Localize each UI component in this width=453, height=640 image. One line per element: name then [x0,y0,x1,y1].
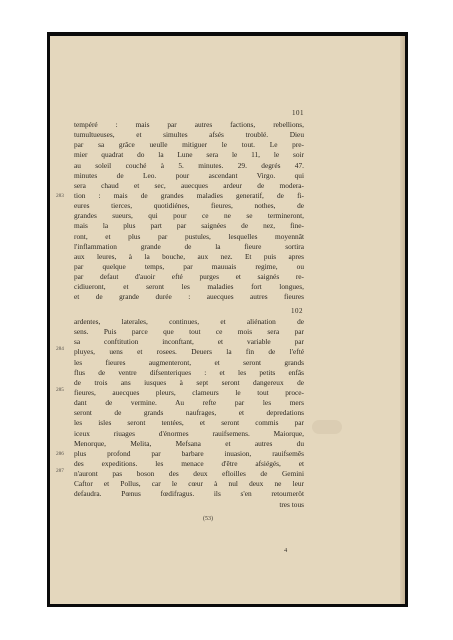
text-line: sa conftitution inconftant, et variable par [74,337,304,347]
signature-mark: 4 [284,547,288,554]
page-number-102: 102 [291,307,303,315]
page-edge [400,36,405,604]
paper-stain [312,420,342,434]
text-line: tempéré : mais par autres factions, rebellions, [74,120,304,129]
text-line: au soleil couché à 5. minutes. 29. degrés 47. [74,160,304,170]
text-line: tumultueuses, et simultes afsés troublé. Dieu [74,130,304,140]
text-line: Caftor et Pollus, car le cœur à nul deux ne leur [74,479,304,489]
footer-folio: (53) [203,516,213,522]
page-number-101: 101 [292,109,304,117]
text-line: pluyes, uens et rosees. Deuers la fin de l'efté [74,347,304,357]
text-line: cidiueront, et seront les maladies fort longues, [74,282,304,292]
text-line: sera chaud et sec, auecques ardeur de modera- [74,180,304,190]
text-line: iceux riuages d'énormes rauifsemens. Maiorque, [74,428,304,438]
text-line: par sa grâce ueulle mitiguer le tout. Le pre- [74,140,304,150]
text-line: fieures, auecques pleurs, clameurs le tout proce- [74,387,304,397]
margin-number: 285 [56,387,64,393]
text-line: seront de grands naufrages, et depredations [74,408,304,418]
text-line: Menorque, Melita, Mefsana et autres du [74,438,304,448]
text-line: minutes de Leo. pour ascendant Virgo. qui [74,170,304,180]
margin-number: 283 [56,193,64,199]
text-line: les fieures augmenteront, et seront grands [74,357,304,367]
text-line: mier quadrat do la Lune sera le 11, le soir [74,150,304,160]
text-line: flus de ventre difsenteriques : et les petits enfâs [74,367,304,377]
text-line: ardentes, laterales, continues, et aliénation de [74,317,304,326]
margin-number: 286 [56,451,64,457]
text-line: dant de vermine. Au refte par les mers [74,398,304,408]
text-line: tion : mais de grandes maladies generatif, de fi- [74,190,304,200]
text-line: n'auront pas boson des deux efloilles de Gemini [74,469,304,479]
text-line: defaudra. Pœnus fœdifragus. ils s'en retourneröt [74,489,304,499]
text-line: eures tierces, quotidiénes, fieures, nothes, de [74,201,304,211]
text-line: mais la plus part par saignées de nez, fine- [74,221,304,231]
text-line: l'inflammation grande de la fieure sortira [74,241,304,251]
text-line: et de grande durée : auecques autres fieures [74,292,304,302]
margin-number: 287 [56,468,64,474]
text-line: par defaut d'auoir efté purges et saignés re- [74,272,304,282]
text-line: des expeditions. les menace d'être afsiégés, et [74,458,304,468]
text-line: tres tous [279,499,304,509]
text-line: grandes sueurs, qui pour ce ne se termineront, [74,211,304,221]
text-line: par quelque temps, par mauuais regime, ou [74,261,304,271]
text-line: de trois ans iusques à sept seront dangereux de [74,377,304,387]
text-line: sens. Puis parce que tout ce mois sera par [74,327,304,337]
margin-number: 284 [56,346,64,352]
text-line: plus profond par barbare inuasion, rauifsemês [74,448,304,458]
section-102-text [74,317,304,510]
section-101-text [74,120,304,303]
text-line: aux leures, à la bouche, aux nez. Et puis apres [74,251,304,261]
text-line: les isles seront tentées, et seront commis par [74,418,304,428]
text-line: ront, et plus par pustules, lesquelles moyennât [74,231,304,241]
